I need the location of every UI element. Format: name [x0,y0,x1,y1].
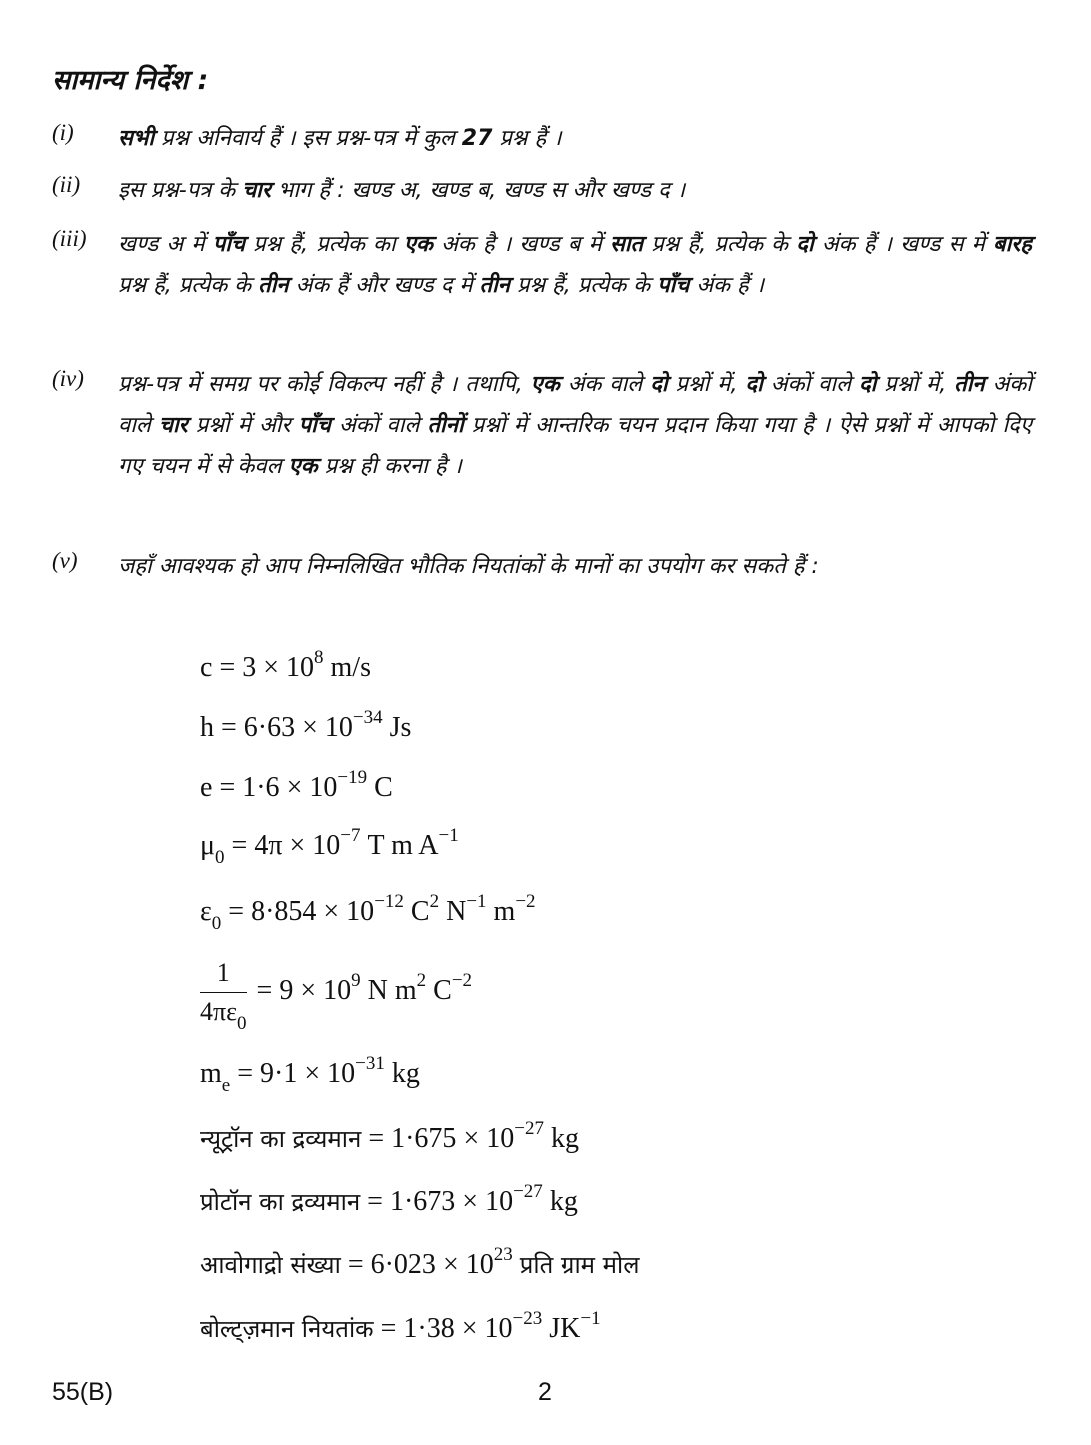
instruction-run: प्रश्न-पत्र में समग्र पर कोई विकल्प नहीं है । तथापि, [118,372,531,397]
paper-code: 55(B) [52,1378,114,1406]
constant-avogadro: आवोगाद्रो संख्या = $6\cdot 023 \times 10^{23}$ प्रति ग्राम मोल [200,1244,640,1280]
instruction-run: प्रश्न हैं, प्रत्येक के [643,232,797,257]
emphasis-text: चार [242,178,271,203]
instruction-number: (iv) [52,366,84,391]
emphasis-text: एक [403,232,433,257]
general-instructions-heading: सामान्य निर्देश : [52,65,209,96]
constant-neutron-mass: न्यूट्रॉन का द्रव्यमान = $1\cdot 675 \times 10^{-27}$ kg [200,1118,579,1154]
emphasis-text: सात [609,232,644,257]
instruction-item [52,170,1032,211]
constant-speed-of-light: $c = 3 \times 10^8$ m/s [200,647,371,683]
instruction-run: अंक वाले [559,372,651,397]
constant-coulomb: $\frac{1}{4\pi\varepsilon_0}$ = $9 \times 10^9$ N $m^2$ $C^{-2}$ [200,958,473,1034]
fraction: $\frac{1}{4\pi\varepsilon_0}$ [200,958,247,1034]
instruction-number: (v) [52,548,78,573]
instruction-run: अंकों वाले [118,372,1032,438]
emphasis-text: दो [650,372,668,397]
instruction-run: प्रश्न हैं, प्रत्येक के [509,273,658,298]
instruction-run: प्रश्न ही करना है । [317,454,462,479]
constant-proton-mass: प्रोटॉन का द्रव्यमान = $1\cdot 673 \times 10^{-27}$ kg [200,1181,578,1217]
instruction-item [52,364,1032,487]
instruction-run: प्रश्नों में, [876,372,955,397]
constant-epsilon0: $\varepsilon_0 = 8\cdot 854 \times 10^{-12}$ $C^2$ $N^{-1}$ $m^{-2}$ [200,891,536,934]
instruction-text [118,170,1032,211]
emphasis-text: तीनों [427,413,464,438]
instruction-run: प्रश्न हैं, प्रत्येक का [244,232,404,257]
constant-planck: $h = 6\cdot 63 \times 10^{-34}$ Js [200,707,412,743]
instruction-text [118,546,1032,587]
instruction-run: अंक हैं । [689,273,765,298]
instruction-run: प्रश्नों में आन्तरिक चयन प्रदान किया गया है । ऐसे प्रश्नों में आपको दिए गए चयन में से केवल [118,413,1033,479]
emphasis-text: बारह [993,232,1032,257]
constant-boltzmann: बोल्ट्ज़मान नियतांक = $1\cdot 38 \times 10^{-23}$ $JK^{-1}$ [200,1308,601,1344]
emphasis-text: सभी [118,126,155,151]
instruction-number: (iii) [52,226,87,251]
instruction-run: प्रश्नों में और [187,413,299,438]
instruction-run: अंक हैं और खण्ड द में [288,273,480,298]
page-number: 2 [538,1378,552,1406]
instruction-run: अंकों वाले [330,413,428,438]
instruction-run: प्रश्नों में, [667,372,746,397]
instruction-item [52,224,1032,306]
instruction-run: अंक हैं । खण्ड स में [813,232,994,257]
emphasis-text: एक [288,454,318,479]
emphasis-text: 27 [461,126,493,151]
emphasis-text: तीन [479,273,510,298]
instruction-text [118,364,1032,487]
instruction-run: जहाँ आवश्यक हो आप निम्नलिखित भौतिक नियतांकों के मानों का उपयोग कर सकते हैं : [118,554,819,579]
instruction-run: प्रश्न अनिवार्य हैं । इस प्रश्न-पत्र में कुल [154,126,462,151]
instruction-run: अंकों वाले [762,372,859,397]
instruction-run: इस प्रश्न-पत्र के [118,178,243,203]
instruction-number: (ii) [52,172,81,197]
emphasis-text: तीन [258,273,289,298]
instruction-run: प्रश्न हैं, प्रत्येक के [118,273,259,298]
emphasis-text: तीन [954,372,985,397]
emphasis-text: एक [530,372,560,397]
instruction-number: (i) [52,120,74,145]
instruction-text [118,224,1032,306]
emphasis-text: पाँच [212,232,245,257]
instruction-run: प्रश्न हैं । [492,126,562,151]
emphasis-text: चार [159,413,188,438]
instruction-run: भाग हैं : खण्ड अ, खण्ड ब, खण्ड स और खण्ड द । [270,178,686,203]
emphasis-text: दो [745,372,763,397]
instruction-run: खण्ड अ में [118,232,213,257]
constant-electron-mass: $m_e = 9\cdot 1 \times 10^{-31}$ kg [200,1053,420,1096]
instruction-item [52,546,1032,587]
emphasis-text: दो [858,372,877,397]
constant-electron-charge: $e = 1\cdot 6 \times 10^{-19}$ C [200,767,393,803]
emphasis-text: पाँच [298,413,331,438]
emphasis-text: पाँच [657,273,690,298]
instruction-run: अंक है । खण्ड ब में [432,232,610,257]
emphasis-text: दो [796,232,814,257]
instruction-item [52,118,1032,159]
instruction-text [118,118,1032,159]
constant-mu0: $\mu_0 = 4\pi \times 10^{-7}$ T m $A^{-1}$ [200,825,459,868]
